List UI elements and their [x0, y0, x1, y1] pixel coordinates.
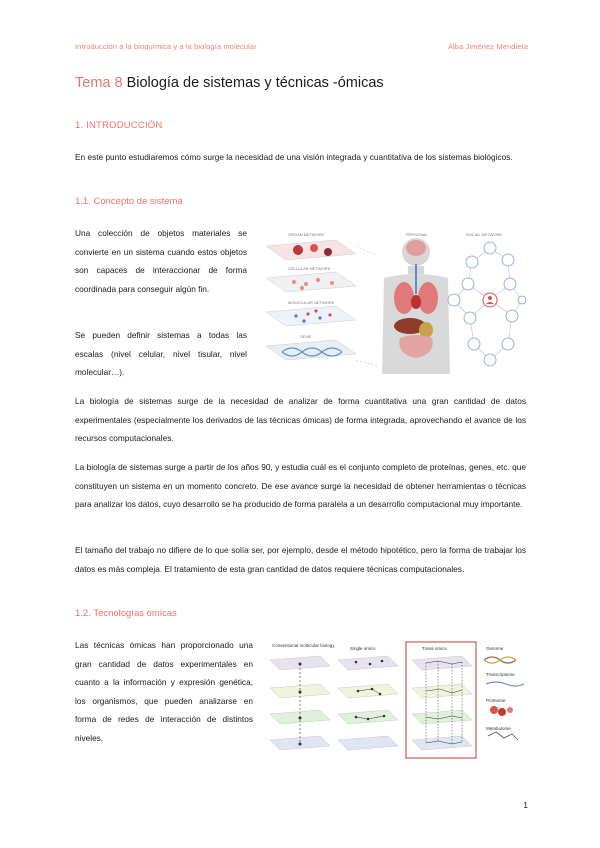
layer-molecular: [266, 306, 356, 326]
center-label: PERSONAL: [406, 232, 428, 237]
layer-cellular: [266, 272, 356, 292]
label-proteome: Proteome: [486, 698, 506, 703]
omics-figure: [266, 638, 528, 762]
col-label-single: Single omics: [350, 646, 376, 651]
title-topic-number: Tema 8: [75, 75, 123, 91]
social-network-illustration: [448, 242, 526, 366]
systems-biology-paragraph-1: La biología de sistemas surge de la necesidad de analizar de forma cuantitativa una gran cantidad de datos experimentales (especialmente los derivados de las técnicas ómicas) de forma integrada, aprovechando el avance de los recursos computacionales.: [75, 396, 526, 443]
column-trans-omics: [412, 656, 472, 750]
header-course: Introducción a la bioquímica y a la biología molecular: [75, 42, 257, 51]
human-body-illustration: [382, 238, 450, 374]
omics-paragraph: Las técnicas ómicas han proporcionado una gran cantidad de datos experimentales en cuanto a la información y expresión genética, los organismos, que pueden analizarse en forma de redes de interacción de distintos niveles.: [75, 640, 253, 743]
section-heading-intro: 1. INTRODUCCIÓN: [75, 120, 163, 131]
col-label-trans: Trans-omics: [422, 646, 447, 651]
label-transcriptome: Transcriptome: [486, 672, 515, 677]
system-scales-paragraph: Se pueden definir sistemas a todas las escalas (nivel celular, nivel tisular, nivel molecular…).: [75, 330, 247, 377]
multiscale-network-figure: [258, 226, 526, 374]
page-title: [75, 75, 384, 91]
label-genome: Genome: [486, 646, 504, 651]
right-label: SOCIAL NETWORK: [466, 232, 503, 237]
intro-paragraph: En este punto estudiaremos cómo surge la necesidad de una visión integrada y cuantitativa de los sistemas biológicos.: [75, 152, 513, 162]
page-number: 1: [523, 800, 528, 810]
column-conventional: [270, 656, 330, 750]
column-single-omics: [338, 656, 398, 750]
layer-label-organ: ORGAN NETWORK: [288, 232, 325, 237]
col-label-conventional: Conventional molecular biology: [272, 643, 335, 648]
header-author: Alba Jiménez Mendieta: [447, 42, 528, 51]
title-text: Biología de sistemas y técnicas -ómicas: [126, 75, 384, 91]
layer-gene: [266, 340, 356, 360]
subsection-heading-omics: 1.2. Tecnologías ómicas: [75, 608, 177, 619]
systems-biology-paragraph-2: La biología de sistemas surge a partir de los años 90, y estudia cuál es el conjunto completo de proteínas, genes, etc. que constituyen un sistema en un momento concreto. De ese avance surge la necesidad de obtener herramientas o técnicas para analizar los datos, cuyo desarrollo se ha producido de forma paralela a un desarrollo computacional muy importante.: [75, 462, 526, 509]
layer-label-gene: GENE: [300, 334, 312, 339]
label-metabolome: Metabolome: [486, 726, 511, 731]
subsection-heading-system: 1.1. Concepto de sistema: [75, 196, 183, 207]
system-definition-paragraph: Una colección de objetos materiales se convierte en un sistema cuando estos objetos son capaces de interaccionar de forma coordinada para conseguir algún fin.: [75, 228, 247, 294]
layer-label-cellular: CELLULAR NETWORK: [288, 266, 331, 271]
data-treatment-paragraph: El tamaño del trabajo no difiere de lo que solía ser, por ejemplo, desde el método hipotético, pero la forma de trabajar los datos es más compleja. El tratamiento de esta gran cantidad de datos requiere técnicas computacionales.: [75, 545, 526, 574]
layer-label-molecular: MOLECULAR NETWORK: [288, 300, 335, 305]
layer-organ: [266, 240, 356, 260]
